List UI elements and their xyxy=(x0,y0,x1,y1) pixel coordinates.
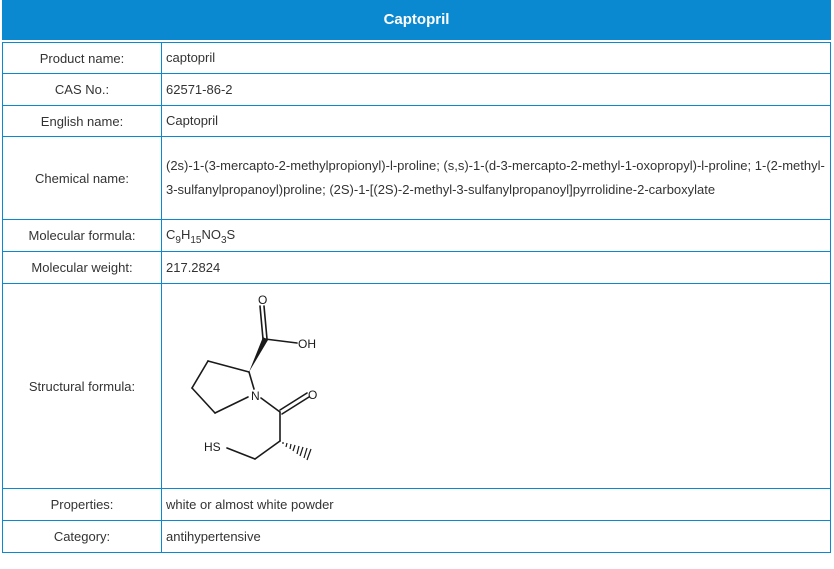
molecular-weight-label: Molecular weight: xyxy=(3,252,162,284)
atom-o-top: O xyxy=(258,293,268,307)
category-value: antihypertensive xyxy=(162,521,831,553)
table-row xyxy=(3,74,831,106)
structural-formula-label: Structural formula: xyxy=(3,284,162,489)
table-row xyxy=(3,284,831,489)
category-label: Category: xyxy=(3,521,162,553)
atom-oh: OH xyxy=(298,337,316,351)
product-name-label: Product name: xyxy=(3,43,162,74)
product-info-table xyxy=(2,42,831,553)
formula-h: H xyxy=(180,226,191,242)
formula-h-subscript: 15 xyxy=(190,234,202,246)
table-row xyxy=(3,137,831,220)
molecular-weight-value: 217.2824 xyxy=(162,252,831,284)
structural-formula-image xyxy=(162,284,362,484)
formula-no: NO xyxy=(201,226,221,242)
structural-formula-cell xyxy=(162,284,831,489)
atom-n: N xyxy=(251,389,260,403)
cas-value: 62571-86-2 xyxy=(162,74,831,106)
formula-s: S xyxy=(226,226,236,242)
atom-hs: HS xyxy=(204,440,221,454)
product-info-panel xyxy=(2,0,831,553)
formula-c: C xyxy=(166,226,176,242)
formula-no-subscript: 3 xyxy=(220,234,227,246)
molecular-formula-label: Molecular formula: xyxy=(3,220,162,252)
table-row xyxy=(3,220,831,252)
chemical-name-label: Chemical name: xyxy=(3,137,162,220)
chemical-name-value: (2s)-1-(3-mercapto-2-methylpropionyl)-l-proline; (s,s)-1-(d-3-mercapto-2-methyl-1-oxopropyl)-l-proline; 1-(2-methyl-3-sulfanylpropanoyl)proline; (2S)-1-[(2S)-2-methyl-3-sulfanylpropanoyl]pyrrolidine-2-carboxylate xyxy=(162,137,831,220)
table-row xyxy=(3,489,831,521)
page-title: Captopril xyxy=(2,0,831,40)
product-name-value: captopril xyxy=(162,43,831,74)
formula-c-subscript: 9 xyxy=(175,234,181,246)
table-row xyxy=(3,252,831,284)
molecular-formula-value xyxy=(162,220,831,252)
table-row xyxy=(3,43,831,74)
english-name-label: English name: xyxy=(3,106,162,137)
properties-label: Properties: xyxy=(3,489,162,521)
table-row xyxy=(3,521,831,553)
atom-o-right: O xyxy=(308,388,318,402)
english-name-value: Captopril xyxy=(162,106,831,137)
properties-value: white or almost white powder xyxy=(162,489,831,521)
cas-label: CAS No.: xyxy=(3,74,162,106)
table-row xyxy=(3,106,831,137)
